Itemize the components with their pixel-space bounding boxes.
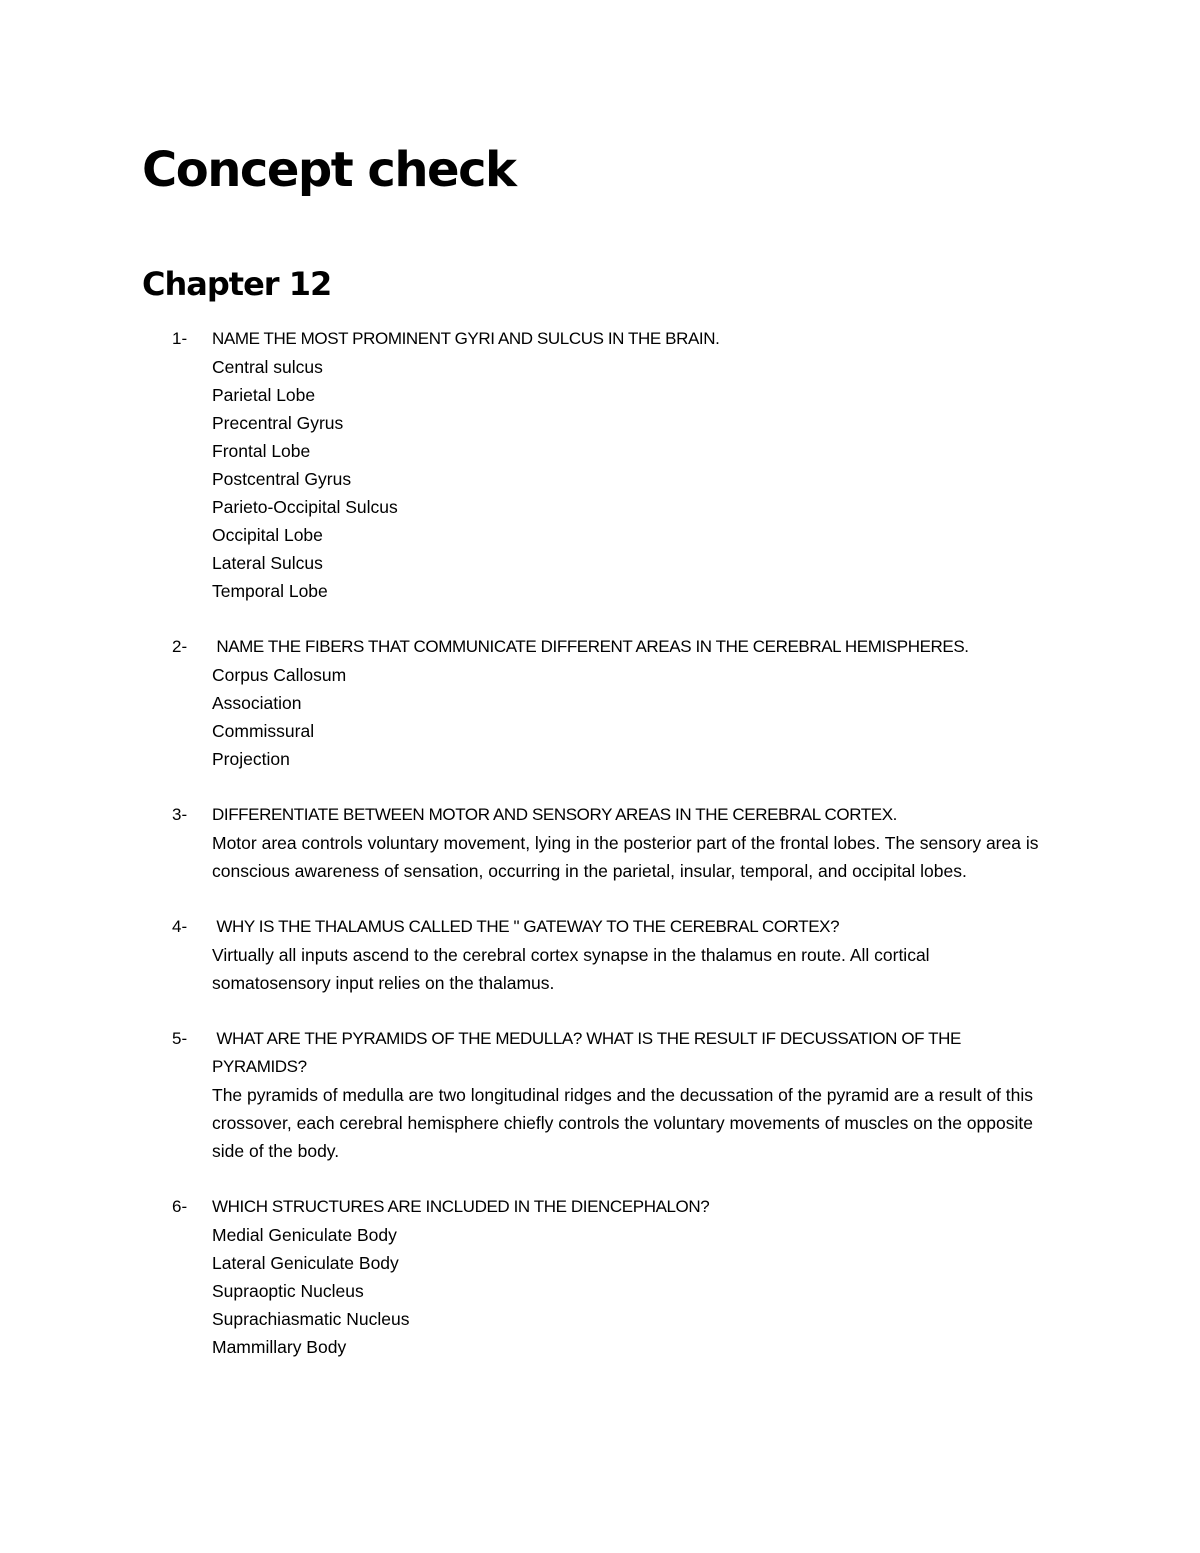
- question-text: WHY IS THE THALAMUS CALLED THE " GATEWAY TO THE CEREBRAL CORTEX?: [212, 917, 840, 936]
- answer-item: Projection: [212, 749, 290, 769]
- answer-paragraph: Virtually all inputs ascend to the cerebral cortex synapse in the thalamus en route. All cortical somatosensory input relies on the thalamus.: [212, 945, 930, 993]
- answer-item: Postcentral Gyrus: [212, 469, 352, 489]
- question-text: WHAT ARE THE PYRAMIDS OF THE MEDULLA? WHAT IS THE RESULT IF DECUSSATION OF THE PYRAMIDS?: [212, 1029, 966, 1076]
- answer-item: Parieto-Occipital Sulcus: [212, 497, 398, 517]
- answer-item: Central sulcus: [212, 357, 323, 377]
- question-text: NAME THE MOST PROMINENT GYRI AND SULCUS IN THE BRAIN.: [212, 329, 720, 348]
- answer-item: Precentral Gyrus: [212, 413, 344, 433]
- document-title: Concept check: [142, 142, 516, 198]
- question-number: 4-: [172, 917, 188, 936]
- question-list: [172, 325, 1052, 1389]
- question-number: 6-: [172, 1197, 188, 1216]
- answer-item: Occipital Lobe: [212, 525, 323, 545]
- chapter-heading: Chapter 12: [142, 265, 332, 303]
- question-1: [172, 325, 1052, 605]
- question-2: [172, 633, 1052, 773]
- answer-item: Medial Geniculate Body: [212, 1225, 397, 1245]
- question-number: 2-: [172, 637, 188, 656]
- question-text: WHICH STRUCTURES ARE INCLUDED IN THE DIENCEPHALON?: [212, 1197, 710, 1216]
- question-number: 1-: [172, 329, 188, 348]
- answer-item: Commissural: [212, 721, 315, 741]
- answer-list: [212, 353, 1052, 605]
- answer-item: Temporal Lobe: [212, 581, 328, 601]
- answer-item: Association: [212, 693, 302, 713]
- answer-item: Mammillary Body: [212, 1337, 347, 1357]
- answer-item: Parietal Lobe: [212, 385, 316, 405]
- question-number: 3-: [172, 805, 188, 824]
- question-text: NAME THE FIBERS THAT COMMUNICATE DIFFERENT AREAS IN THE CEREBRAL HEMISPHERES.: [212, 637, 969, 656]
- question-text: DIFFERENTIATE BETWEEN MOTOR AND SENSORY AREAS IN THE CEREBRAL CORTEX.: [212, 805, 897, 824]
- answer-paragraph: The pyramids of medulla are two longitudinal ridges and the decussation of the pyramid are a result of this crossover, each cerebral hemisphere chiefly controls the voluntary movements of muscles on the opposite side of the body.: [212, 1085, 1034, 1161]
- question-number: 5-: [172, 1029, 188, 1048]
- answer-item: Frontal Lobe: [212, 441, 311, 461]
- answer-item: Lateral Geniculate Body: [212, 1253, 399, 1273]
- question-4: [172, 913, 1052, 997]
- answer-list: [212, 1221, 1052, 1361]
- answer-item: Corpus Callosum: [212, 665, 347, 685]
- answer-list: [212, 661, 1052, 773]
- answer-paragraph: Motor area controls voluntary movement, lying in the posterior part of the frontal lobes. The sensory area is conscious awareness of sensation, occurring in the parietal, insular, temporal, and occipital lobes.: [212, 833, 1039, 881]
- question-3: [172, 801, 1052, 885]
- answer-item: Suprachiasmatic Nucleus: [212, 1309, 410, 1329]
- question-5: [172, 1025, 1052, 1165]
- answer-item: Supraoptic Nucleus: [212, 1281, 364, 1301]
- answer-item: Lateral Sulcus: [212, 553, 323, 573]
- question-6: [172, 1193, 1052, 1361]
